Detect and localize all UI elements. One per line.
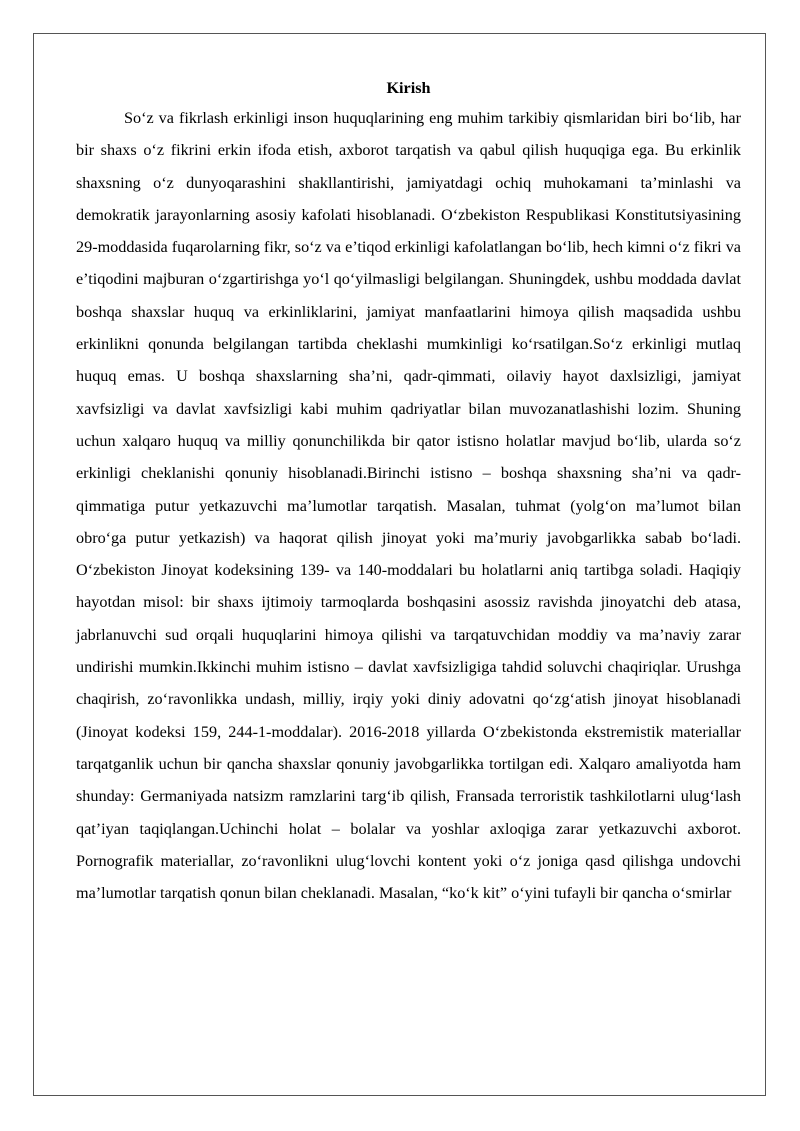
document-content [76,74,741,909]
body-paragraph: So‘z va fikrlash erkinligi inson huquqlarining eng muhim tarkibiy qismlaridan biri bo‘lib, har bir shaxs o‘z fikrini erkin ifoda etish, axborot tarqatish va qabul qilish huquqiga ega. Bu erkinlik shaxsning o‘z dunyoqarashini shakllantirishi, jamiyatdagi ochiq muhokamani ta’minlashi va demokratik jarayonlarning asosiy kafolati hisoblanadi. O‘zbekiston Respublikasi Konstitutsiyasining 29-moddasida fuqarolarning fikr, so‘z va e’tiqod erkinligi kafolatlangan bo‘lib, hech kimni o‘z fikri va e’tiqodini majburan o‘zgartirishga yo‘l qo‘yilmasligi belgilangan. Shuningdek, ushbu moddada davlat boshqa shaxslar huquq va erkinliklarini, jamiyat manfaatlarini himoya qilish maqsadida ushbu erkinlikni qonunda belgilangan tartibda cheklashi mumkinligi ko‘rsatilgan.So‘z erkinligi mutlaq huquq emas. U boshqa shaxslarning sha’ni, qadr-qimmati, oilaviy hayot daxlsizligi, jamiyat xavfsizligi va davlat xavfsizligi kabi muhim qadriyatlar bilan muvozanatlashishi lozim. Shuning uchun xalqaro huquq va milliy qonunchilikda bir qator istisno holatlar mavjud bo‘lib, ularda so‘z erkinligi cheklanishi qonuniy hisoblanadi.Birinchi istisno – boshqa shaxsning sha’ni va qadr-qimmatiga putur yetkazuvchi ma’lumotlar tarqatish. Masalan, tuhmat (yolg‘on ma’lumot bilan obro‘ga putur yetkazish) va haqorat qilish jinoyat yoki ma’muriy javobgarlikka sabab bo‘ladi. O‘zbekiston Jinoyat kodeksining 139- va 140-moddalari bu holatlarni aniq tartibga soladi. Haqiqiy hayotdan misol: bir shaxs ijtimoiy tarmoqlarda boshqasini asossiz ravishda jinoyatchi deb atasa, jabrlanuvchi sud orqali huquqlarini himoya qilishi va tarqatuvchidan moddiy va ma’naviy zarar undirishi mumkin.Ikkinchi muhim istisno – davlat xavfsizligiga tahdid soluvchi chaqiriqlar. Urushga chaqirish, zo‘ravonlikka undash, milliy, irqiy yoki diniy adovatni qo‘zg‘atish jinoyat hisoblanadi (Jinoyat kodeksi 159, 244-1-moddalar). 2016-2018 yillarda O‘zbekistonda ekstremistik materiallar tarqatganlik uchun bir qancha shaxslar qonuniy javobgarlikka tortilgan edi. Xalqaro amaliyotda ham shunday: Germaniyada natsizm ramzlarini targ‘ib qilish, Fransada terroristik tashkilotlarni ulug‘lash qat’iyan taqiqlangan.Uchinchi holat – bolalar va yoshlar axloqiga zarar yetkazuvchi axborot. Pornografik materiallar, zo‘ravonlikni ulug‘lovchi kontent yoki o‘z joniga qasd qilishga undovchi ma’lumotlar tarqatish qonun bilan cheklanadi. Masalan, “ko‘k kit” o‘yini tufayli bir qancha o‘smirlar [76,109,741,903]
document-title: Kirish [386,79,431,97]
